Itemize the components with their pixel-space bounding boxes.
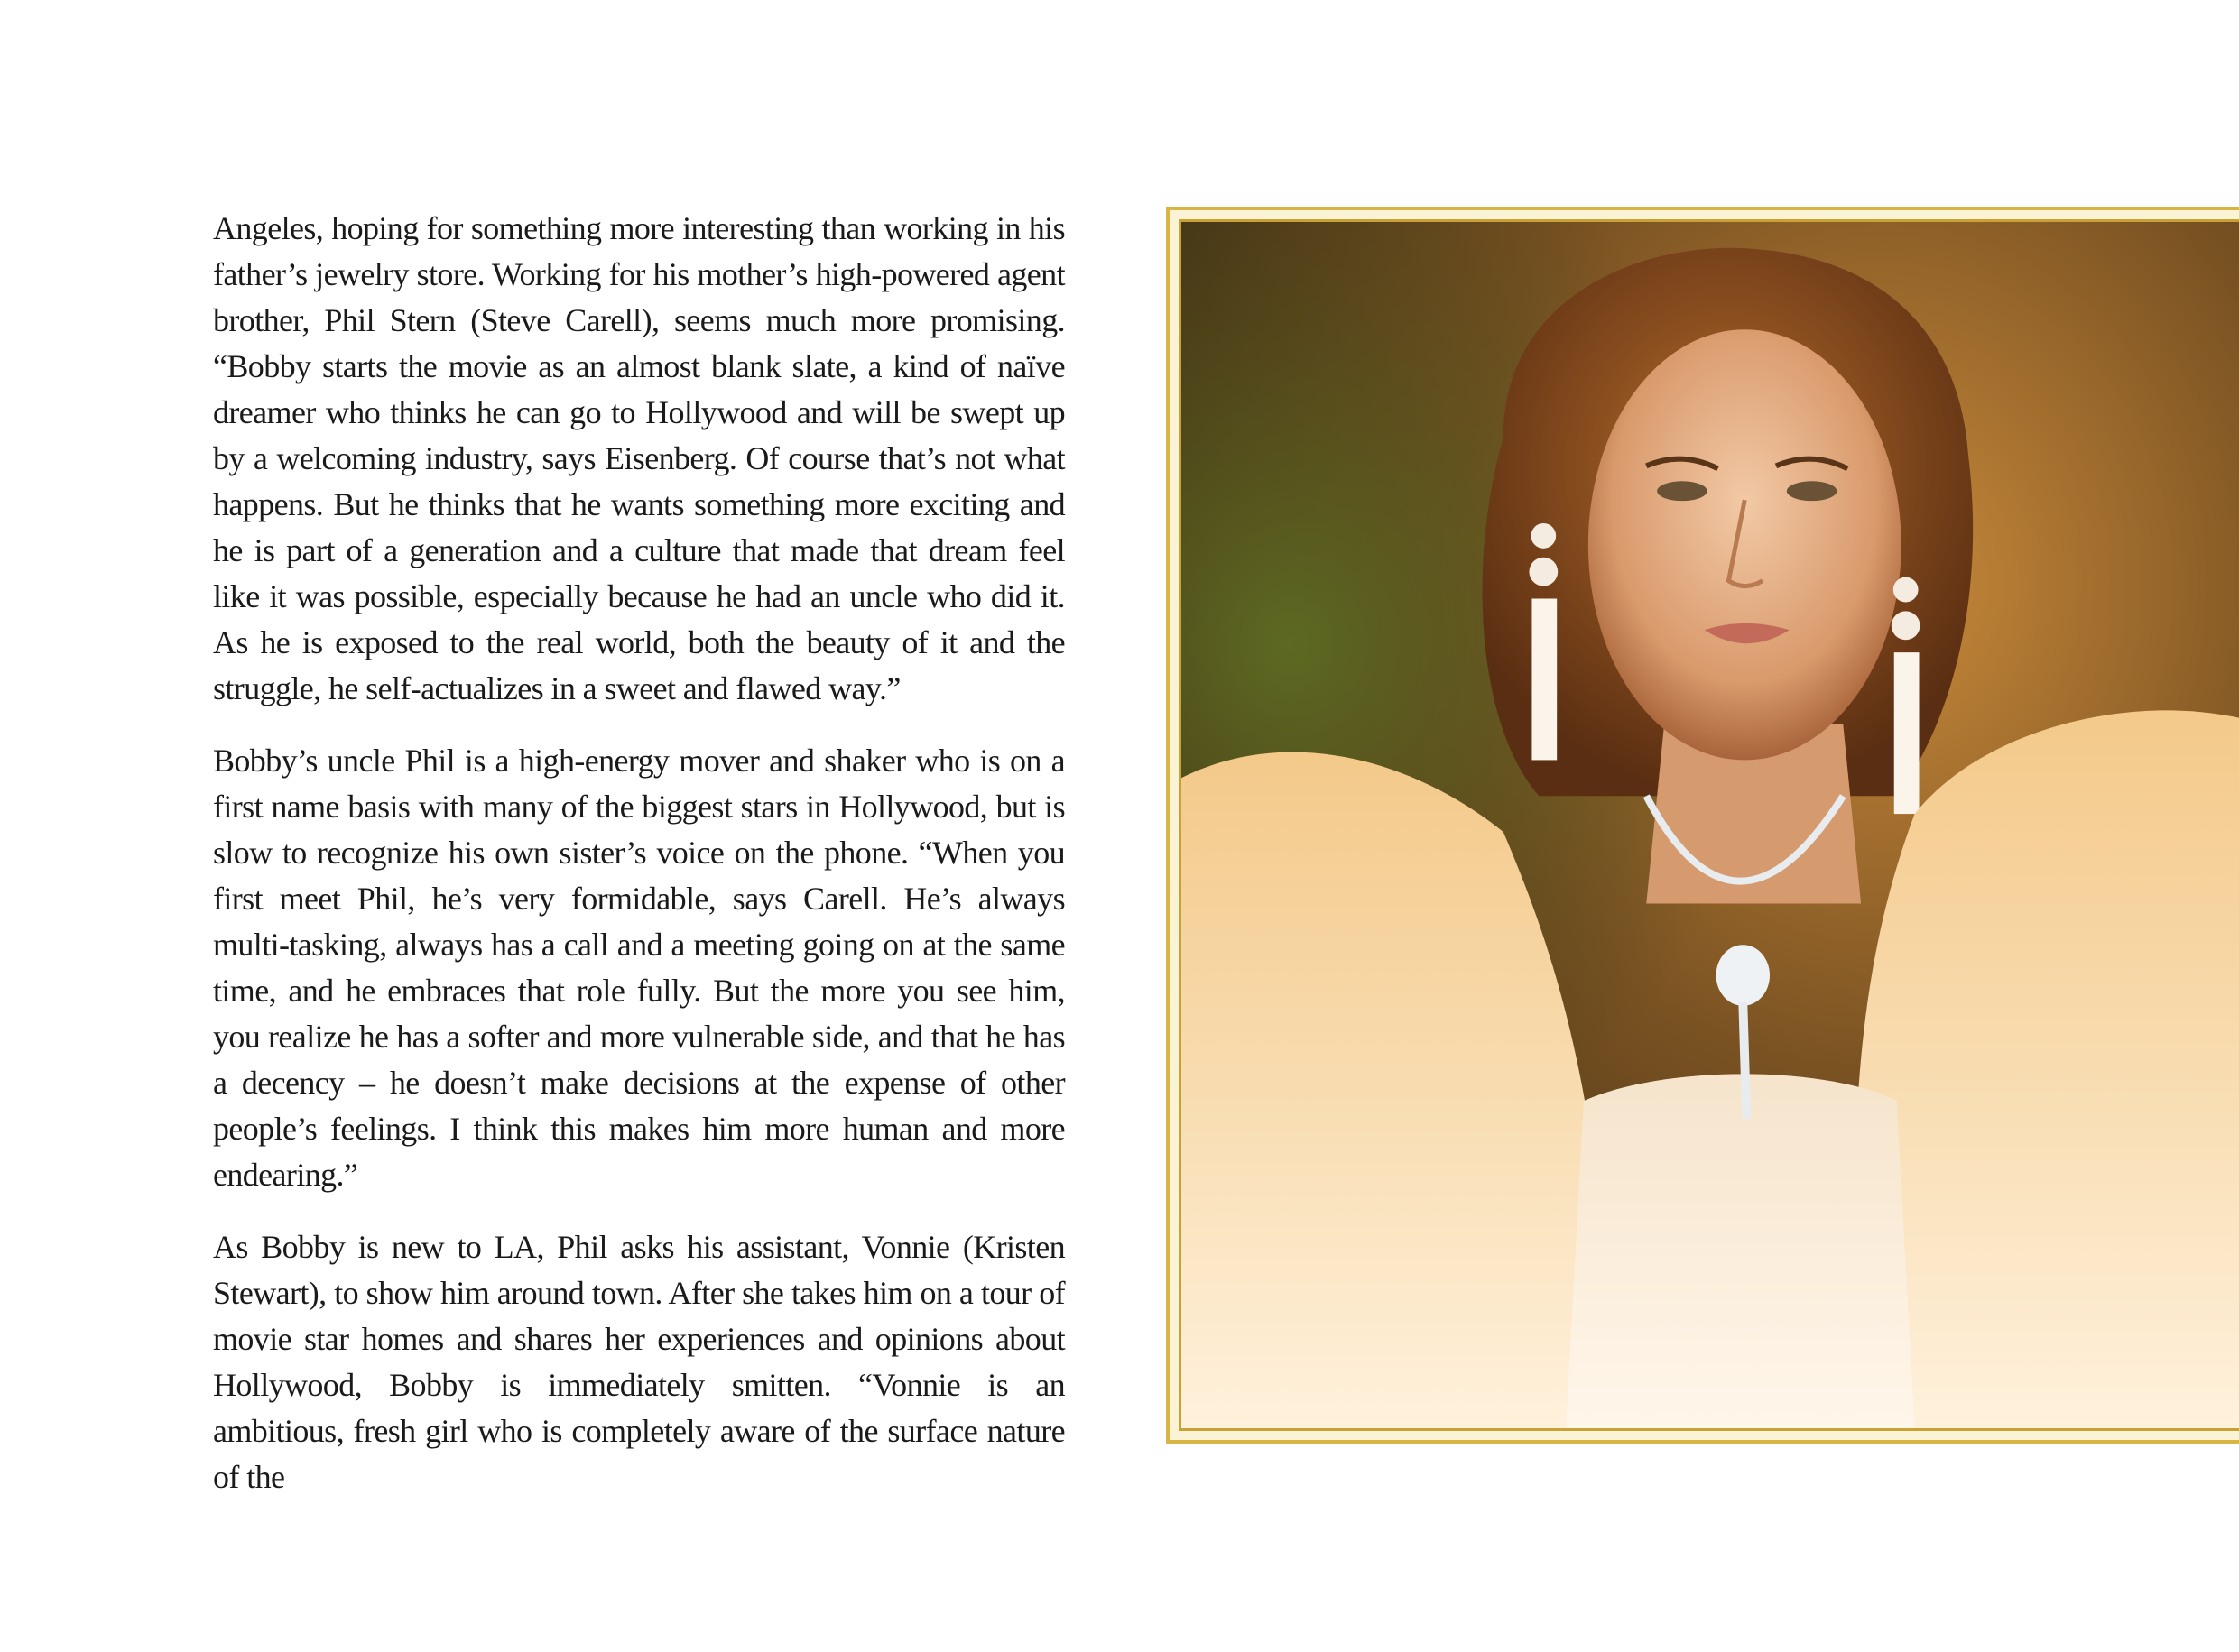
article-body bbox=[213, 206, 1065, 1527]
paragraph-1: Angeles, hoping for something more interesting than working in his father’s jewelry store. Working for his mother’s high-powered agent brother, Phil Stern (Steve Carell), seems much more promising. “Bobby starts the movie as an almost blank slate, a kind of naïve dreamer who thinks he can go to Hollywood and will be swept up by a welcoming industry, says Eisenberg. Of course that’s not what happens. But he thinks that he wants something more exciting and he is part of a generation and a culture that made that dream feel like it was possible, especially because he had an uncle who did it. As he is exposed to the real world, both the beauty of it and the struggle, he self-actualizes in a sweet and flawed way.” bbox=[213, 210, 1065, 706]
photo-frame bbox=[1166, 207, 2239, 1444]
paragraph-2: Bobby’s uncle Phil is a high-energy mover and shaker who is on a first name basis with many of the biggest stars in Hollywood, but is slow to recognize his own sister’s voice on the phone. “When you first meet Phil, he’s very formidable, says Carell. He’s always multi-tasking, always has a call and a meeting going on at the same time, and he embraces that role fully. But the more you see him, you realize he has a softer and more vulnerable side, and that he has a decency – he doesn’t make decisions at the expense of other people’s feelings. I think this makes him more human and more endearing.” bbox=[213, 743, 1065, 1193]
paragraph-3: As Bobby is new to LA, Phil asks his assistant, Vonnie (Kristen Stewart), to show him around town. After she takes him on a tour of movie star homes and shares her experiences and opinions about Hollywood, Bobby is immediately smitten. “Vonnie is an ambitious, fresh girl who is completely aware of the surface nature of the bbox=[213, 1229, 1065, 1495]
portrait-photo bbox=[1179, 219, 2239, 1431]
portrait-image bbox=[1181, 222, 2239, 1428]
